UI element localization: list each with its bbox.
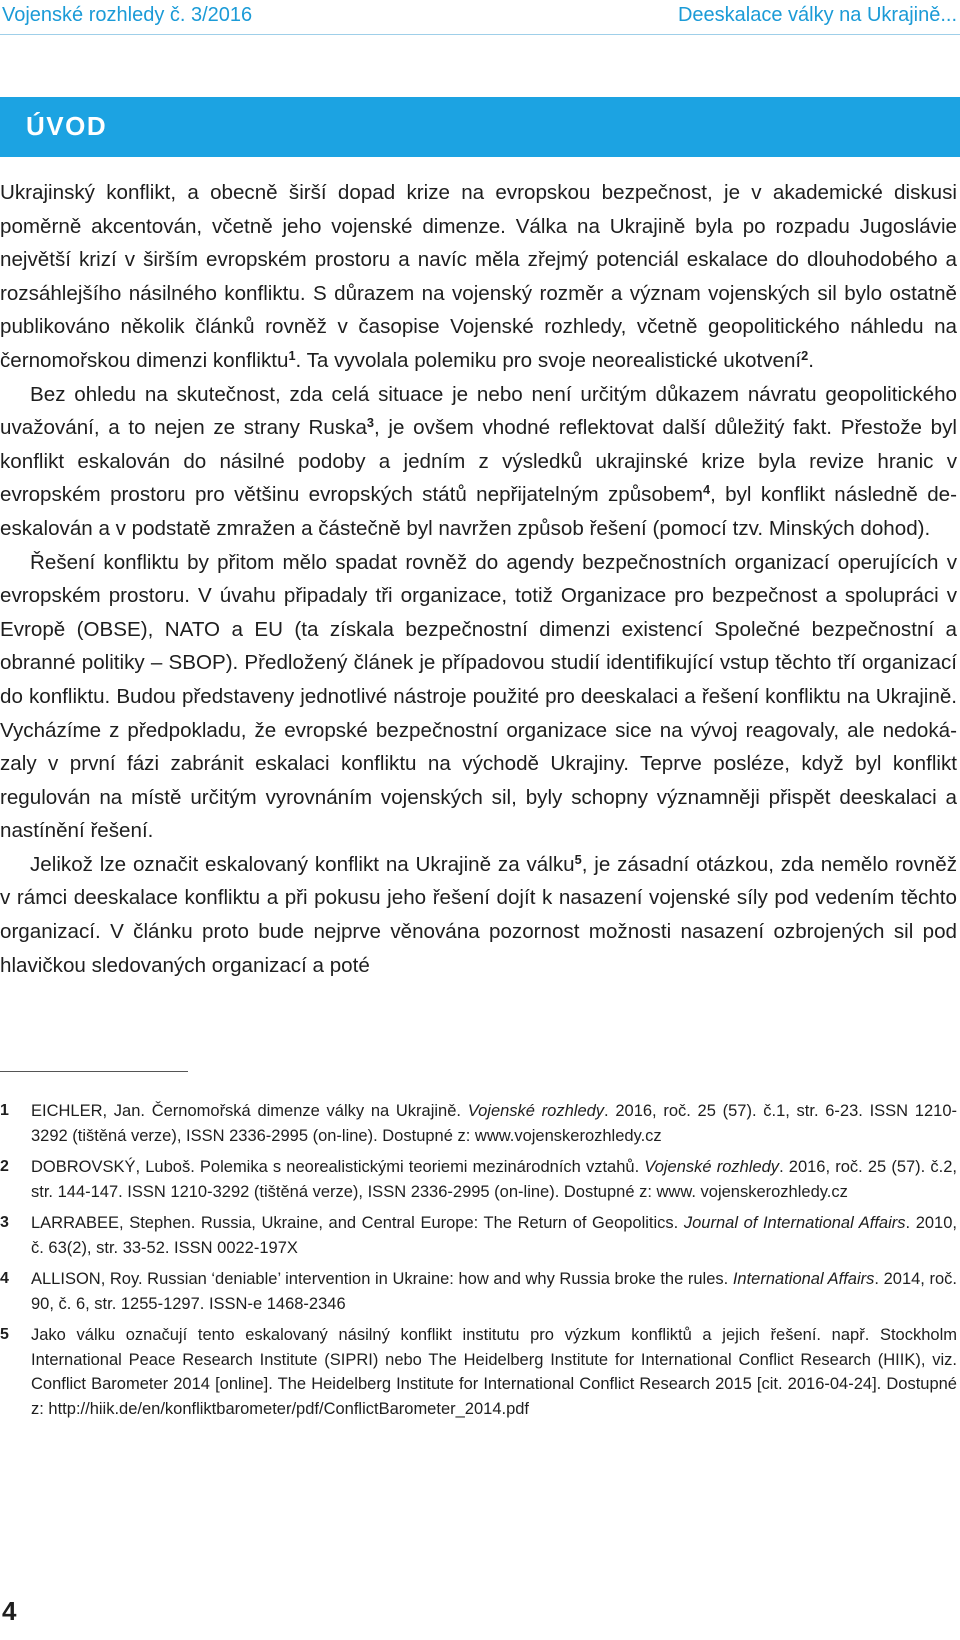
footnote bbox=[0, 1155, 957, 1204]
paragraph-text: Jelikož lze označit eskalovaný konflikt na Ukrajině za válku bbox=[30, 852, 575, 876]
paragraph-text: . bbox=[808, 348, 814, 372]
footnote-ref[interactable]: 5 bbox=[574, 851, 582, 867]
footnote-text: DOBROVSKÝ, Luboš. Polemika s neorealistickými teoriemi mezinárodních vztahů. bbox=[31, 1158, 645, 1176]
article-short-title: Deeskalace války na Ukrajině... bbox=[677, 4, 957, 26]
paragraph: Řešení konfliktu by přitom mělo spadat rovněž do agendy bezpečnostních organizací operujících v evropském prostoru. V úvahu připadaly tři organizace, totiž Organizace pro bezpečnost a spolupráci v Evropě (OBSE), NATO a EU (ta získala bezpečnostní dimenzi existencí Společné bezpečnostní a obranné politiky – SBOP). Předložený článek je případovou studií identifikující vstup těchto tří organizací do konfliktu. Budou představeny jednotlivé nástroje použité pro deeskalaci a řešení konfliktu na Ukrajině. Vycházíme z předpokladu, že evropské bezpečnostní organizace sice na vývoj reagovaly, ale nedokázaly v první fázi zabránit eskalaci konfliktu na východě Ukrajiny. Teprve posléze, když byl konflikt regulován na místě určitým vyrovnáním vojenských sil, byly schopny významněji přispět deeskalaci a nastínění řešení. bbox=[0, 550, 957, 843]
footnote-ref[interactable]: 2 bbox=[801, 347, 809, 363]
footnote bbox=[0, 1211, 957, 1260]
paragraph-text: Ukrajinský konflikt, a obecně širší dopad krize na evropskou bezpečnost, je v akademické diskusi poměrně akcentován, včetně jeho vojenské dimenze. Válka na Ukrajině byla po rozpadu Jugoslávie největší krizí v širším evropském prostoru a navíc měla zřejmý potenciál eskalace do dlouhodobého a rozsáhlejšího násilného konfliktu. S důrazem na vojenský rozměr a význam vojenských sil bylo ostatně publikováno několik článků rovněž v časopise Vojenské rozhledy, včetně geopolitického náhledu na černomořskou dimenzi konfliktu bbox=[0, 181, 957, 372]
footnote-source: Vojenské rozhledy bbox=[467, 1102, 605, 1120]
paragraph-text: , byl konflikt následně de-eskalován a v podstatě zmražen a částečně byl navržen způsob řešení (pomocí tzv. Minských dohod). bbox=[0, 483, 957, 540]
paragraph-text: . Ta vyvolala polemiku pro svoje neorealistické ukotvení bbox=[295, 348, 802, 372]
journal-title: Vojenské rozhledy č. 3/2016 bbox=[2, 4, 253, 26]
footnote-ref[interactable]: 1 bbox=[288, 347, 296, 363]
footnote-text: LARRABEE, Stephen. Russia, Ukraine, and Central Europe: The Return of Geopolitics. bbox=[31, 1214, 684, 1232]
footnote-number: 3 bbox=[0, 1214, 9, 1231]
footnote-text: . 2014, roč. 90, č. 6, str. 1255-1297. ISSN-e 1468-2346 bbox=[31, 1270, 957, 1313]
section-heading-band bbox=[0, 97, 960, 157]
page-number: 4 bbox=[2, 1596, 17, 1626]
footnote-number: 1 bbox=[0, 1102, 9, 1119]
footnote bbox=[0, 1323, 957, 1421]
footnote-text: Jako válku označují tento eskalovaný násilný konflikt institutu pro výzkum konfliktů a jejich řešení. např. Stockholm International Peace Research Institute (SIPRI) nebo The Heidelberg Institute for International Conflict Research (HIIK), viz. Conflict Barometer 2014 [online]. The Heidelberg Institute for International Conflict Research 2015 [cit. 2016-04-24]. Dostupné z: http://hiik.de/en/konfliktbarometer/pdf/ConflictBarometer_2014.pdf bbox=[31, 1326, 957, 1418]
footnote-number: 4 bbox=[0, 1270, 9, 1287]
paragraph bbox=[0, 176, 957, 378]
article-body bbox=[0, 176, 957, 982]
paragraph-text: Bez ohledu na skutečnost, zda celá situace je nebo není určitým důkazem návratu geopolitického uvažování, a to nejen ze strany Ruska bbox=[0, 382, 957, 440]
footnote-ref[interactable]: 4 bbox=[703, 482, 711, 498]
footnote-source: Journal of International Affairs bbox=[683, 1214, 906, 1232]
footnote-text: EICHLER, Jan. Černomořská dimenze války na Ukrajině. bbox=[31, 1102, 468, 1120]
footnote bbox=[0, 1099, 957, 1148]
footnote-source: International Affairs bbox=[732, 1270, 875, 1288]
footnote-text: . 2016, roč. 25 (57). č.2, str. 144-147. ISSN 1210-3292 (tištěná verze), ISSN 2336-2995 (on-line). Dostupné z: www. vojenskerozhledy.cz bbox=[31, 1158, 957, 1201]
paragraph bbox=[0, 848, 957, 982]
footnotes bbox=[0, 1099, 957, 1428]
footnote-source: Vojenské rozhledy bbox=[644, 1158, 780, 1176]
footnote-text: . 2010, č. 63(2), str. 33-52. ISSN 0022-197X bbox=[31, 1214, 957, 1257]
footnote bbox=[0, 1267, 957, 1316]
paragraph-text: , je zásadní otázkou, zda nemělo rovněž v rámci deeskalace konfliktu a při pokusu jeho řešení dojít k nasazení vojenské síly pod vedením těchto organizací. V článku proto bude nejprve věnována pozornost možnosti nasazení ozbrojených sil pod hlavičkou sledovaných organizací a poté bbox=[0, 852, 957, 977]
footnote-text: . 2016, roč. 25 (57). č.1, str. 6-23. ISSN 1210-3292 (tištěná verze), ISSN 2336-2995 (on-line). Dostupné z: www.vojenskerozhledy.cz bbox=[31, 1102, 957, 1145]
paragraph-text: , je ovšem vhodné reflektovat další důležitý fakt. Přestože byl konflikt eskalován do násilné podoby a jedním z výsledků ukrajinské krize byla revize hranic v evropském prostoru pro většinu evropských států nepřijatelným způsobem bbox=[0, 416, 957, 507]
footnote-separator bbox=[0, 1071, 188, 1072]
footnote-ref[interactable]: 3 bbox=[366, 415, 375, 431]
paragraph bbox=[0, 378, 957, 546]
footnote-number: 5 bbox=[0, 1326, 9, 1343]
footnote-text: ALLISON, Roy. Russian ‘deniable’ intervention in Ukraine: how and why Russia broke the rules. bbox=[31, 1270, 733, 1288]
footnote-number: 2 bbox=[0, 1158, 9, 1175]
section-title: ÚVOD bbox=[26, 111, 108, 141]
running-header bbox=[0, 0, 960, 35]
